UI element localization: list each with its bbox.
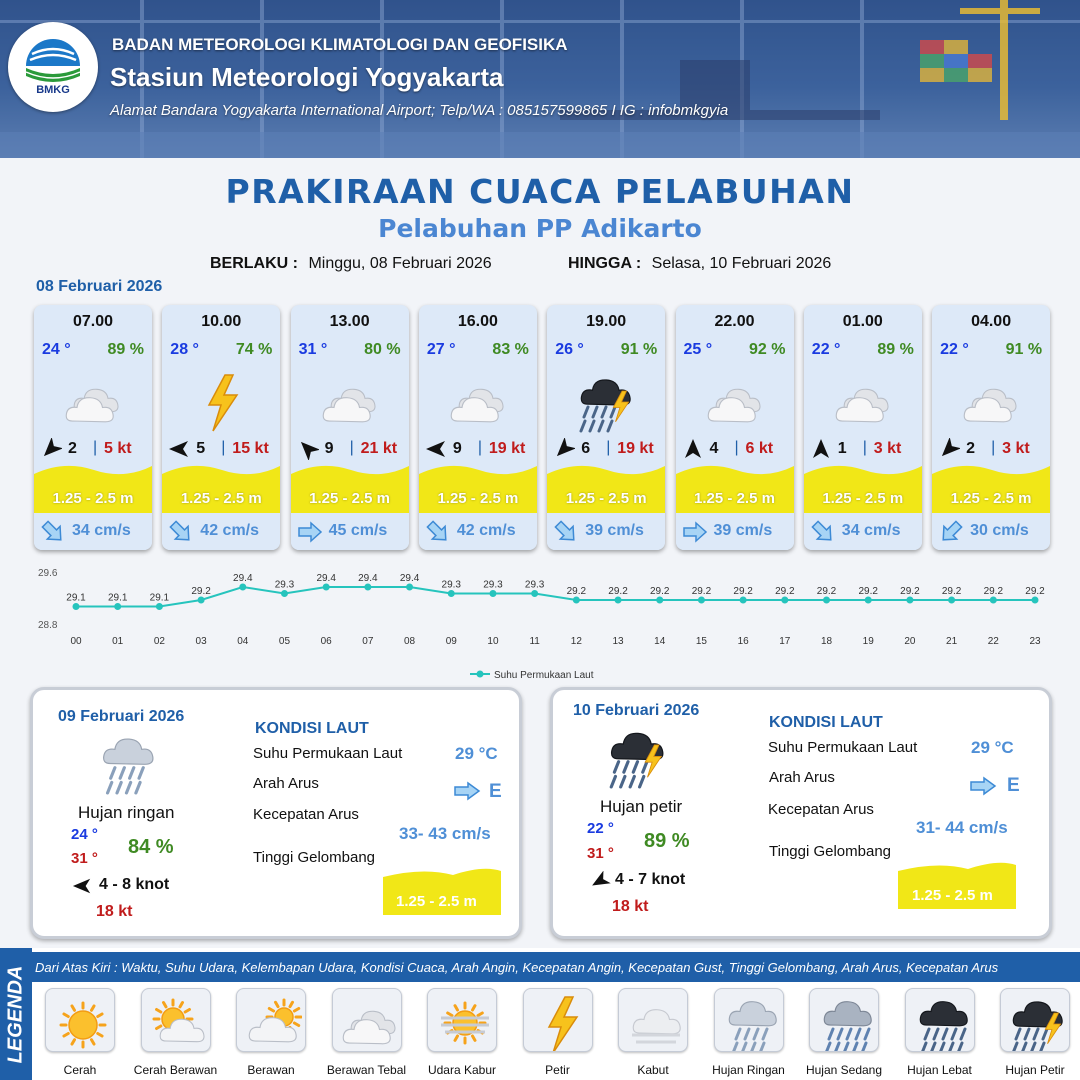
sst-data-point (698, 597, 705, 604)
x-tick-label: 03 (195, 636, 207, 647)
card-current (676, 513, 794, 550)
day2-temp-max: 31 ° (587, 845, 614, 862)
day1-wave-label: Tinggi Gelombang (253, 849, 376, 866)
sst-data-point (948, 597, 955, 604)
day1-kec-label: Kecepatan Arus (253, 806, 359, 823)
x-tick-label: 08 (404, 636, 416, 647)
day1-wind-arrow-icon (71, 876, 93, 896)
hourly-card (291, 305, 409, 550)
berawan-tebal-icon (315, 367, 385, 437)
x-tick-label: 00 (70, 636, 82, 647)
logo-text: BMKG (36, 84, 70, 96)
x-tick-label: 22 (987, 636, 999, 647)
header-banner (0, 0, 1080, 158)
valid-from-label: BERLAKU : (210, 255, 298, 272)
card-separator: | (862, 439, 867, 456)
x-tick-label: 06 (320, 636, 332, 647)
x-tick-label: 20 (904, 636, 916, 647)
sst-data-label: 29.2 (608, 586, 628, 597)
day2-kec-label: Kecepatan Arus (768, 801, 874, 818)
berawan-tebal-icon (338, 991, 398, 1051)
card-wind (425, 438, 535, 460)
berawan-tebal-icon (828, 367, 898, 437)
day2-temp-min: 22 ° (587, 820, 614, 837)
x-tick-label: 13 (612, 636, 624, 647)
legend-item-label: Berawan (247, 1063, 295, 1077)
org-name: BADAN METEOROLOGI KLIMATOLOGI DAN GEOFISIKA (112, 35, 568, 54)
card-wave-height: 1.25 - 2.5 m (694, 490, 775, 507)
current-direction-icon (168, 520, 194, 544)
legend-item (905, 988, 975, 1052)
card-wave-height: 1.25 - 2.5 m (822, 490, 904, 507)
sst-series-line (76, 587, 1035, 607)
card-current-speed: 45 cm/s (328, 522, 388, 539)
x-tick-label: 05 (278, 636, 291, 647)
day1-wave-value: 1.25 - 2.5 m (396, 893, 477, 910)
card-wind-speed: 9 (452, 440, 462, 457)
sst-data-label: 29.2 (566, 586, 587, 597)
card-current (34, 513, 152, 550)
card-time: 04.00 (971, 313, 1012, 330)
valid-from (210, 255, 492, 273)
berawan-tebal-icon (443, 367, 513, 437)
sst-data-label: 29.2 (733, 586, 753, 597)
card-humidity: 91 % (620, 341, 658, 358)
day2-sst-label: Suhu Permukaan Laut (768, 739, 918, 756)
hourly-card (932, 305, 1050, 550)
day2-weather-icon (598, 722, 678, 794)
x-tick-label: 10 (487, 636, 499, 647)
card-wind (297, 438, 407, 460)
card-temp: 28 ° (170, 341, 199, 358)
card-wave-height: 1.25 - 2.5 m (565, 490, 647, 507)
valid-to-label: HINGGA : (568, 255, 642, 272)
cerah-icon (51, 991, 111, 1051)
day1-sst-label: Suhu Permukaan Laut (253, 745, 403, 762)
current-direction-icon (810, 520, 836, 544)
card-wind-speed: 6 (581, 440, 591, 457)
legend-item-label: Hujan Petir (1005, 1063, 1065, 1077)
day2-wave-label: Tinggi Gelombang (769, 843, 892, 860)
hourly-card (676, 305, 794, 550)
legend-item-label: Petir (545, 1063, 570, 1077)
card-temp: 27 ° (426, 341, 456, 358)
current-direction-icon (297, 520, 323, 544)
x-tick-label: 18 (820, 636, 833, 647)
x-tick-label: 19 (862, 636, 874, 647)
x-tick-label: 21 (946, 636, 958, 647)
station-address: Alamat Bandara Yogyakarta International Airport; Telp/WA : 085157599865 I IG : infobmkgyia (110, 102, 729, 119)
day2-humidity: 89 % (644, 830, 690, 852)
card-current-speed: 39 cm/s (713, 522, 773, 539)
card-current-speed: 42 cm/s (456, 522, 516, 539)
day1-temp-min: 24 ° (71, 826, 98, 843)
hujan-sedang-icon (815, 991, 875, 1051)
sst-data-point (906, 597, 913, 604)
day1-temp-max: 31 ° (71, 850, 98, 867)
x-tick-label: 07 (362, 636, 374, 647)
sst-data-point (865, 597, 872, 604)
sst-data-point (615, 597, 622, 604)
legend-marker (477, 671, 484, 678)
sst-data-point (781, 597, 788, 604)
sst-data-label: 29.2 (691, 586, 712, 597)
sst-data-point (114, 603, 121, 610)
sst-data-point (156, 603, 163, 610)
sst-data-label: 29.4 (233, 573, 253, 584)
card-humidity: 92 % (749, 341, 786, 358)
card-temp: 22 ° (940, 341, 969, 358)
sst-data-label: 29.2 (900, 586, 920, 597)
card-gust: 5 kt (104, 440, 132, 457)
x-tick-label: 02 (153, 636, 165, 647)
x-tick-label: 23 (1029, 636, 1041, 647)
legend-item-label: Cerah Berawan (133, 1063, 218, 1077)
bmkg-logo (8, 22, 98, 112)
card-current (162, 513, 280, 550)
card-wind (938, 438, 1048, 460)
card-wind-speed: 9 (324, 440, 334, 457)
sst-line-chart (30, 560, 1050, 685)
card-current-speed: 30 cm/s (970, 522, 1029, 539)
valid-to (568, 255, 831, 273)
legend-item (141, 988, 211, 1052)
current-direction-icon (938, 520, 964, 544)
card-humidity: 91 % (1005, 341, 1043, 358)
wind-direction-icon (553, 438, 575, 460)
day1-humidity: 84 % (128, 836, 174, 858)
day1-current-arrow-icon (453, 781, 481, 801)
wind-direction-icon (810, 438, 832, 460)
sst-data-point (823, 597, 830, 604)
legend-item (714, 988, 784, 1052)
card-temp: 24 ° (42, 341, 71, 358)
card-wind (168, 438, 278, 460)
day2-gust: 18 kt (612, 898, 649, 915)
legend-item (332, 988, 402, 1052)
day2-current-arrow-icon (969, 776, 997, 796)
wind-direction-icon (297, 438, 319, 460)
card-current (419, 513, 537, 550)
card-gust: 15 kt (232, 440, 269, 457)
card-wind (810, 438, 920, 460)
card-gust: 19 kt (617, 440, 654, 457)
wind-direction-icon (425, 438, 447, 460)
legend-item (427, 988, 497, 1052)
day1-kondisi-title: KONDISI LAUT (255, 720, 369, 737)
card-time: 22.00 (714, 313, 755, 330)
hujan-petir-icon (1006, 991, 1066, 1051)
day2-box (550, 687, 1052, 939)
card-temp: 25 ° (683, 341, 713, 358)
card-time: 13.00 (329, 313, 370, 330)
sst-data-label: 29.3 (274, 579, 295, 591)
day2-condition: Hujan petir (600, 797, 683, 816)
sst-data-point (198, 597, 205, 604)
card-current (804, 513, 922, 550)
card-current-speed: 39 cm/s (585, 522, 644, 539)
card-current (291, 513, 409, 550)
card-humidity: 89 % (107, 341, 144, 358)
x-tick-label: 01 (112, 636, 124, 647)
day1-box (30, 687, 522, 939)
x-tick-label: 04 (237, 636, 249, 647)
day2-kec-value: 31- 44 cm/s (916, 818, 1008, 837)
card-time: 01.00 (842, 313, 883, 330)
y-tick-label: 29.6 (38, 568, 58, 579)
station-name: Stasiun Meteorologi Yogyakarta (110, 62, 504, 92)
sst-data-point (239, 584, 246, 591)
legend-item (45, 988, 115, 1052)
sst-data-point (281, 590, 288, 597)
legend-item (236, 988, 306, 1052)
card-separator: | (221, 439, 226, 456)
x-tick-label: 12 (570, 636, 582, 647)
hujan-lebat-icon (911, 991, 971, 1051)
sst-data-point (990, 597, 997, 604)
berawan-tebal-icon (956, 367, 1026, 437)
card-wind (40, 438, 150, 460)
hourly-card (804, 305, 922, 550)
sst-data-point (489, 590, 496, 597)
card-gust: 3 kt (873, 440, 902, 457)
hujan-petir-icon (571, 367, 641, 437)
day2-date: 10 Februari 2026 (573, 702, 700, 719)
day1-condition: Hujan ringan (78, 803, 175, 822)
valid-from-value: Minggu, 08 Februari 2026 (308, 255, 492, 272)
day1-wind: 4 - 8 knot (99, 876, 170, 893)
sst-data-label: 29.2 (650, 586, 670, 597)
card-wind-speed: 1 (837, 440, 847, 457)
sst-data-label: 29.2 (858, 586, 878, 597)
legend-item-label: Hujan Ringan (712, 1063, 785, 1077)
card-time: 16.00 (457, 313, 498, 330)
day1-gust: 18 kt (96, 903, 133, 920)
x-tick-label: 17 (779, 636, 791, 647)
sst-data-point (323, 584, 330, 591)
legend-title-bar (0, 948, 32, 1080)
card-wind-speed: 5 (196, 440, 206, 457)
page-subtitle: Pelabuhan PP Adikarto (378, 214, 702, 243)
sst-data-point (531, 590, 538, 597)
x-tick-label: 15 (695, 636, 707, 647)
petir-icon (186, 367, 256, 437)
sst-data-label: 29.2 (775, 586, 795, 597)
day1-sst-value: 29 °C (455, 744, 498, 763)
sst-data-label: 29.4 (316, 573, 336, 584)
legend-item (523, 988, 593, 1052)
valid-to-value: Selasa, 10 Februari 2026 (651, 255, 832, 272)
card-time: 10.00 (201, 313, 242, 330)
berawan-tebal-icon (700, 367, 770, 437)
card-current-speed: 34 cm/s (72, 522, 131, 539)
wind-direction-icon (682, 438, 704, 460)
sst-data-label: 29.4 (399, 573, 420, 584)
sst-data-label: 29.3 (441, 579, 461, 591)
legend-item (809, 988, 879, 1052)
legend-item-label: Hujan Lebat (907, 1063, 972, 1077)
cerah-berawan-icon (147, 991, 207, 1051)
day1-arus-value: E (489, 781, 502, 802)
card-separator: | (991, 439, 996, 456)
chart-legend-label: Suhu Permukaan Laut (494, 670, 594, 681)
sst-data-point (740, 597, 747, 604)
sst-data-point (73, 603, 80, 610)
card-humidity: 89 % (877, 341, 914, 358)
card-separator: | (477, 439, 483, 456)
card-humidity: 80 % (364, 341, 401, 358)
sst-data-label: 29.2 (816, 586, 837, 597)
sst-data-point (364, 584, 371, 591)
day2-sst-value: 29 °C (971, 738, 1014, 757)
wind-direction-icon (168, 438, 190, 460)
card-gust: 19 kt (488, 440, 526, 457)
card-wave-height: 1.25 - 2.5 m (52, 490, 134, 507)
day2-kondisi-title: KONDISI LAUT (769, 714, 883, 731)
legend-item-label: Udara Kabur (427, 1063, 497, 1077)
current-direction-icon (40, 520, 66, 544)
hourly-card (34, 305, 152, 550)
petir-icon (529, 991, 589, 1051)
sst-data-label: 29.4 (358, 573, 378, 584)
sst-data-label: 29.2 (191, 586, 211, 597)
card-humidity: 74 % (235, 341, 273, 358)
card-humidity: 83 % (492, 341, 529, 358)
legend-item-label: Kabut (637, 1063, 669, 1077)
sst-data-point (448, 590, 455, 597)
card-separator: | (606, 439, 611, 456)
card-wave-height: 1.25 - 2.5 m (309, 490, 391, 507)
kabut-icon (624, 991, 684, 1051)
sst-data-point (656, 597, 663, 604)
hujan-ringan-icon (720, 991, 780, 1051)
day2-arus-value: E (1007, 775, 1020, 796)
legend-item-label: Hujan Sedang (805, 1063, 883, 1077)
sst-data-point (1032, 597, 1039, 604)
x-tick-label: 11 (529, 636, 540, 647)
current-direction-icon (553, 520, 579, 544)
card-wind (553, 438, 663, 460)
hourly-card (419, 305, 537, 550)
card-separator: | (349, 439, 354, 456)
card-current (932, 513, 1050, 550)
card-time: 19.00 (586, 313, 627, 330)
sst-data-point (573, 597, 580, 604)
card-separator: | (93, 439, 98, 456)
card-wind-speed: 4 (709, 440, 719, 457)
card-temp: 26 ° (555, 341, 584, 358)
legend-title: LEGENDA (4, 965, 27, 1064)
day1-weather-icon (88, 728, 168, 800)
x-tick-label: 14 (654, 636, 666, 647)
card-current-speed: 34 cm/s (841, 522, 901, 539)
berawan-tebal-icon (58, 367, 128, 437)
legend-description: Dari Atas Kiri : Waktu, Suhu Udara, Kelembapan Udara, Kondisi Cuaca, Arah Angin, Kecepatan Angin, Kecepatan Gust, Tinggi Gelombang, Arah Arus, Kecepatan Arus (35, 960, 999, 975)
wind-direction-icon (938, 438, 960, 460)
sst-data-point (406, 584, 413, 591)
hourly-card (547, 305, 665, 550)
sst-data-label: 29.1 (107, 592, 128, 604)
sst-data-label: 29.2 (1025, 586, 1045, 597)
sst-data-label: 29.2 (941, 586, 962, 597)
legend-item (1000, 988, 1070, 1052)
day2-wind: 4 - 7 knot (615, 871, 686, 888)
day0-date: 08 Februari 2026 (36, 278, 163, 295)
sst-data-label: 29.2 (983, 586, 1004, 597)
sst-data-label: 29.1 (149, 592, 170, 604)
sst-data-label: 29.1 (66, 592, 86, 604)
hourly-card (162, 305, 280, 550)
card-wave-height: 1.25 - 2.5 m (437, 490, 519, 507)
legend-item-label: Cerah (63, 1063, 97, 1077)
card-temp: 31 ° (298, 341, 328, 358)
card-gust: 3 kt (1002, 440, 1030, 457)
day2-arus-label: Arah Arus (769, 769, 835, 786)
sst-data-label: 29.3 (524, 579, 545, 591)
card-gust: 21 kt (360, 440, 398, 457)
card-current (547, 513, 665, 550)
current-direction-icon (682, 520, 708, 544)
card-wind-speed: 2 (966, 440, 975, 457)
x-tick-label: 16 (737, 636, 749, 647)
card-temp: 22 ° (811, 341, 841, 358)
day1-arus-label: Arah Arus (253, 775, 319, 792)
day1-date: 09 Februari 2026 (58, 708, 185, 725)
y-tick-label: 28.8 (38, 620, 58, 631)
card-wind-speed: 2 (68, 440, 77, 457)
sst-data-label: 29.3 (483, 579, 503, 591)
card-current-speed: 42 cm/s (200, 522, 260, 539)
card-gust: 6 kt (745, 440, 774, 457)
card-wave-height: 1.25 - 2.5 m (950, 490, 1032, 507)
card-separator: | (734, 439, 739, 456)
card-wave-height: 1.25 - 2.5 m (180, 490, 262, 507)
day2-wind-arrow-icon (589, 871, 611, 891)
legend-item (618, 988, 688, 1052)
day2-wave-value: 1.25 - 2.5 m (912, 887, 993, 904)
wind-direction-icon (40, 438, 62, 460)
day1-kec-value: 33- 43 cm/s (399, 824, 491, 843)
udara-kabur-icon (433, 991, 493, 1051)
card-time: 07.00 (72, 313, 114, 330)
current-direction-icon (425, 520, 451, 544)
page-title: PRAKIRAAN CUACA PELABUHAN (225, 172, 855, 211)
card-wind (682, 438, 792, 460)
berawan-icon (242, 991, 302, 1051)
x-tick-label: 09 (445, 636, 457, 647)
legend-item-label: Berawan Tebal (326, 1063, 407, 1077)
